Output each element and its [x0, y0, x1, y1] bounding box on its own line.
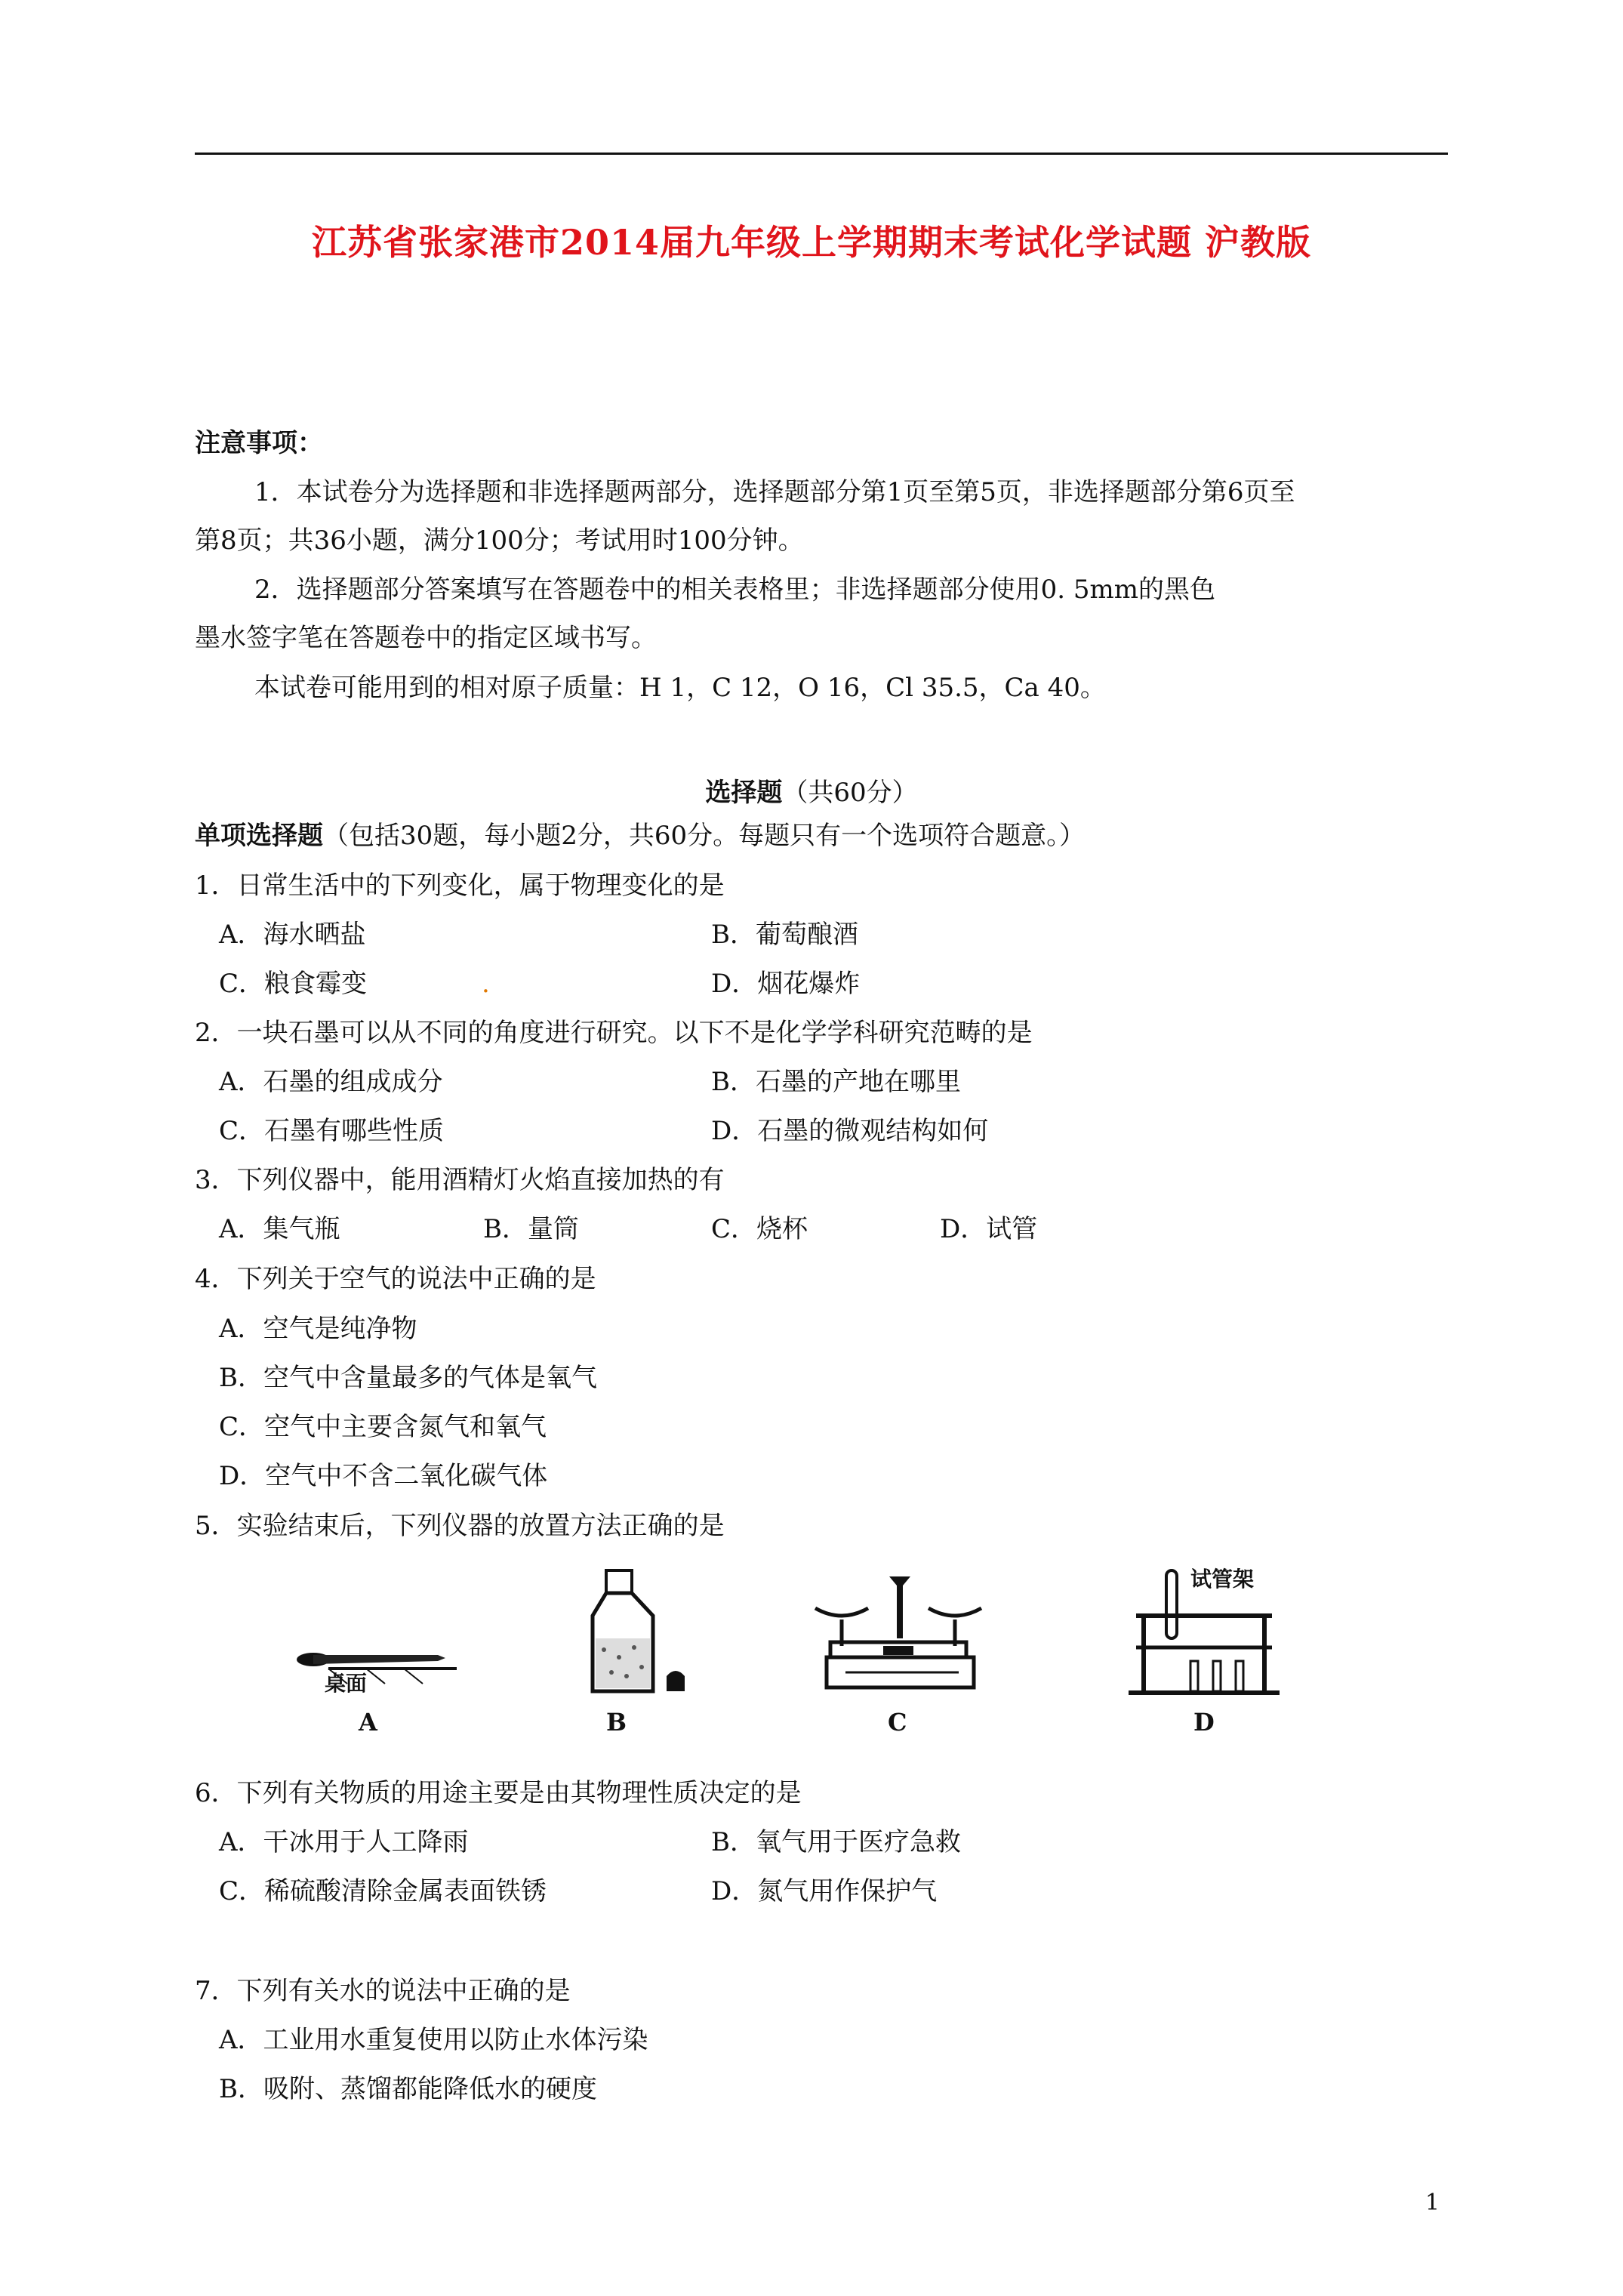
q1-option-a: A．海水晒盐: [219, 920, 366, 950]
reagent-bottle-icon: [577, 1563, 706, 1737]
q1-option-b: B．葡萄酿酒: [711, 920, 858, 950]
q5-figure-a-label: A: [359, 1708, 377, 1737]
q2-option-c: C．石墨有哪些性质: [219, 1116, 445, 1146]
section-title: 选择题（共60分）: [705, 778, 918, 808]
q3-option-b: B．量筒: [483, 1214, 579, 1244]
q7-option-a: A．工业用水重复使用以防止水体污染: [219, 2025, 648, 2055]
q4-option-c: C．空气中主要含氮气和氧气: [219, 1412, 547, 1442]
q4-stem: 4．下列关于空气的说法中正确的是: [195, 1264, 596, 1294]
q5-figure-d-text: 试管架: [1190, 1567, 1255, 1592]
notice-item-1: 1．本试卷分为选择题和非选择题两部分，选择题部分第1页至第5页，非选择题部分第6页至: [254, 477, 1295, 507]
q6-option-b: B．氧气用于医疗急救: [711, 1827, 961, 1857]
q6-stem: 6．下列有关物质的用途主要是由其物理性质决定的是: [195, 1778, 802, 1808]
q5-figure-d: [1121, 1563, 1317, 1737]
q2-option-d: D．石墨的微观结构如何: [711, 1116, 989, 1146]
q5-figure-d-label: D: [1193, 1708, 1215, 1737]
q5-figure-a-text: 桌面: [325, 1671, 368, 1696]
q1-option-d: D．烟花爆炸: [711, 969, 861, 999]
q6-option-a: A．干冰用于人工降雨: [219, 1827, 469, 1857]
q1-stem: 1．日常生活中的下列变化，属于物理变化的是: [195, 871, 725, 901]
q2-option-a: A．石墨的组成成分: [219, 1067, 443, 1097]
notice-item-2: 2．选择题部分答案填写在答题卷中的相关表格里；非选择题部分使用0. 5mm的黑色: [254, 575, 1215, 605]
notice-heading: 注意事项：: [195, 428, 323, 458]
q4-option-d: D．空气中不含二氧化碳气体: [219, 1461, 548, 1491]
q2-option-b: B．石墨的产地在哪里: [711, 1067, 961, 1097]
q7-stem: 7．下列有关水的说法中正确的是: [195, 1976, 571, 2006]
stray-dot: .: [482, 969, 490, 999]
q3-stem: 3．下列仪器中，能用酒精灯火焰直接加热的有: [195, 1165, 725, 1195]
notice-item-2-cont: 墨水签字笔在答题卷中的指定区域书写。: [195, 623, 657, 653]
atomic-mass-note: 本试卷可能用到的相对原子质量：H 1，C 12，O 16，Cl 35.5，Ca 40。: [254, 673, 1106, 703]
q3-option-d: D．试管: [940, 1214, 1038, 1244]
q5-figure-c: [808, 1563, 996, 1737]
page-number: 1: [1425, 2190, 1440, 2216]
q5-stem: 5．实验结束后，下列仪器的放置方法正确的是: [195, 1511, 725, 1541]
q4-option-b: B．空气中含量最多的气体是氧气: [219, 1363, 597, 1393]
q5-figure-b-label: B: [606, 1708, 627, 1737]
q5-figure-c-label: C: [888, 1708, 907, 1737]
header-rule: [195, 153, 1448, 155]
q6-option-d: D．氮气用作保护气: [711, 1876, 938, 1906]
q7-option-b: B．吸附、蒸馏都能降低水的硬度: [219, 2074, 597, 2104]
q2-stem: 2．一块石墨可以从不同的角度进行研究。以下不是化学学科研究范畴的是: [195, 1018, 1033, 1048]
q5-figure-a: [283, 1563, 464, 1737]
notice-item-1-cont: 第8页；共36小题，满分100分；考试用时100分钟。: [195, 525, 804, 556]
q3-option-c: C．烧杯: [711, 1214, 808, 1244]
q1-option-c: C．粮食霉变: [219, 969, 368, 999]
q6-option-c: C．稀硫酸清除金属表面铁锈: [219, 1876, 547, 1906]
q5-figure-b: [577, 1563, 706, 1737]
page-title: 江苏省张家港市2014届九年级上学期期末考试化学试题 沪教版: [311, 222, 1312, 263]
q4-option-a: A．空气是纯净物: [219, 1314, 417, 1344]
q3-option-a: A．集气瓶: [219, 1214, 340, 1244]
section-subtitle: 单项选择题（包括30题，每小题2分，共60分。每题只有一个选项符合题意。）: [195, 821, 1086, 851]
